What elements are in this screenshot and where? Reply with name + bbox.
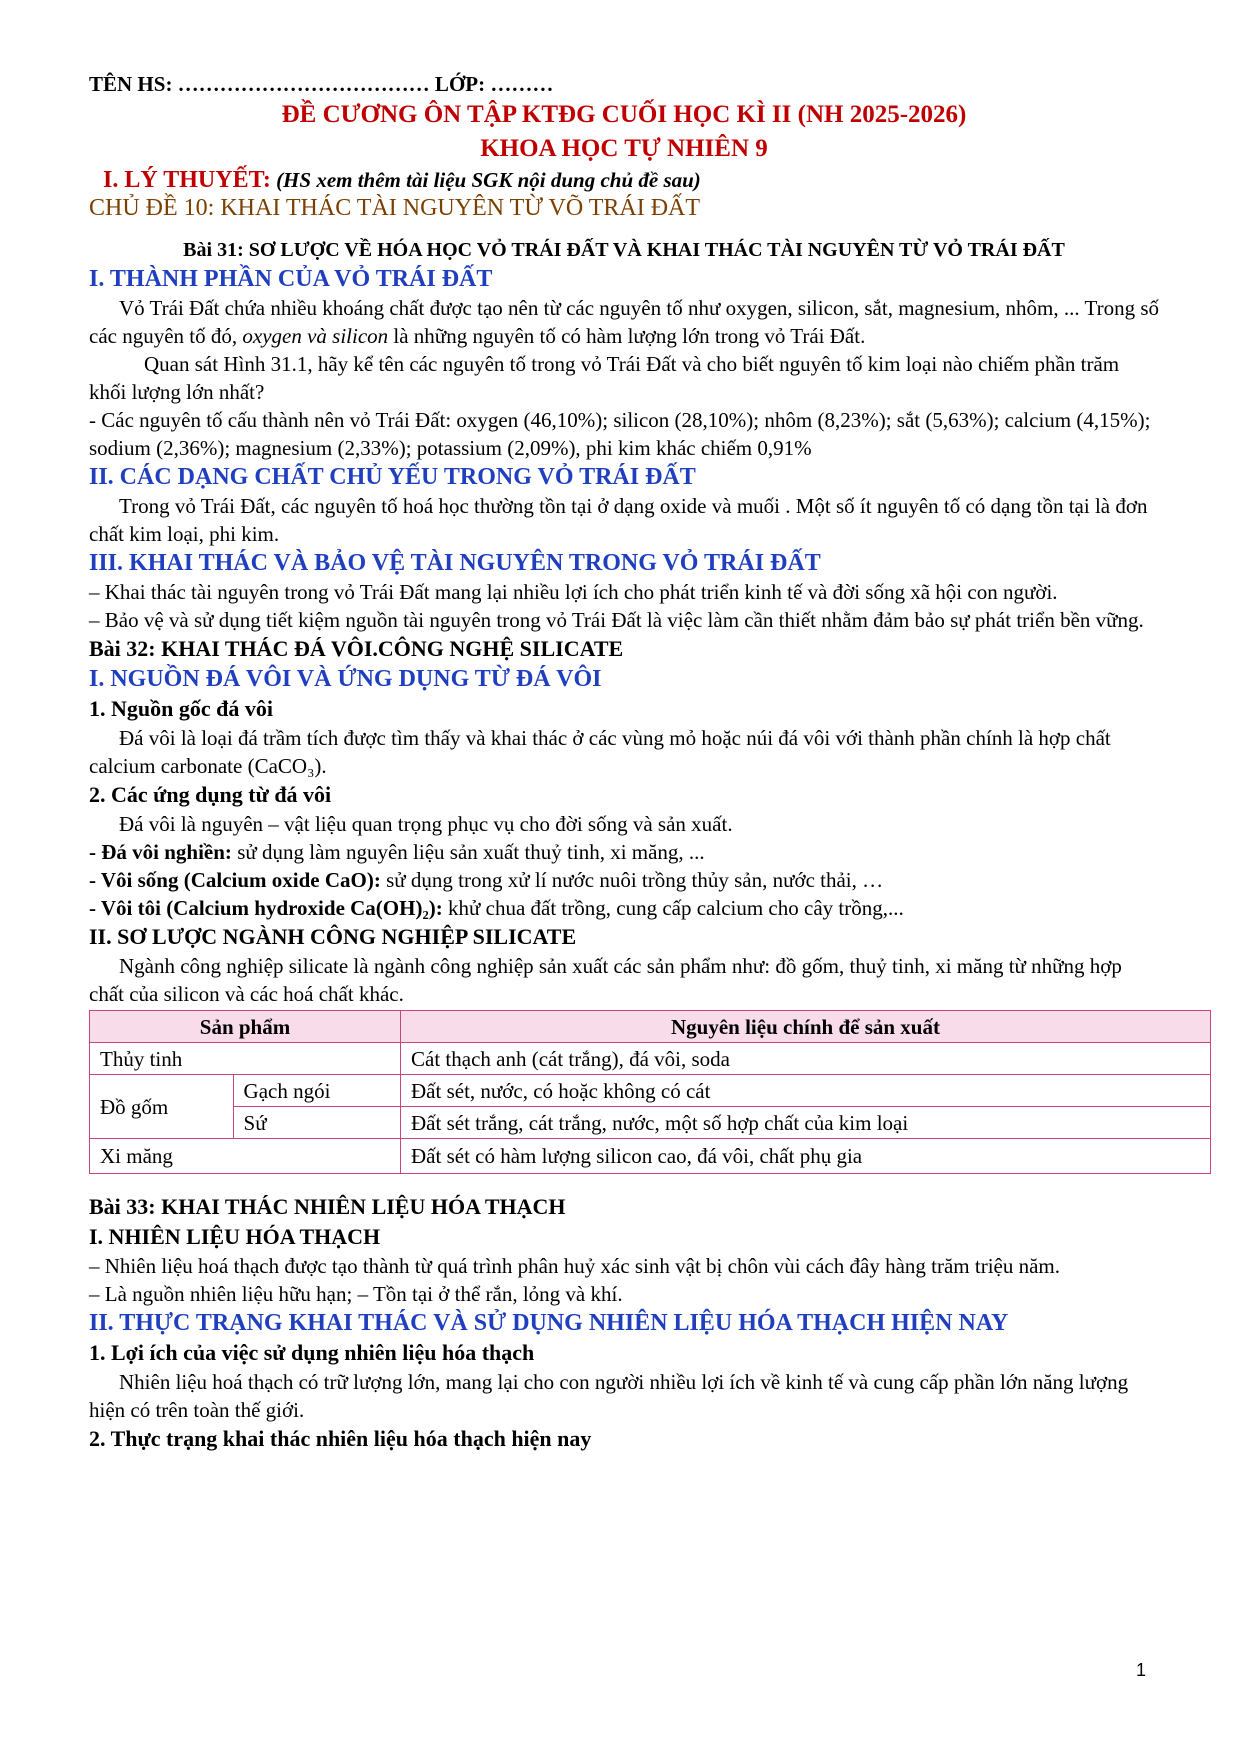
lesson-32-sub-2-paragraph: Đá vôi là nguyên – vật liệu quan trọng phục vụ cho đời sống và sản xuất. <box>119 812 733 836</box>
lesson-33-sub-1-title: 1. Lợi ích của việc sử dụng nhiên liệu hóa thạch <box>89 1340 535 1365</box>
table-header-product: Sản phẩm <box>90 1011 401 1043</box>
use-text: sử dụng làm nguyên liệu sản xuất thuỷ tinh, xi măng, ... <box>231 840 705 864</box>
lesson-32-section-2-title: II. SƠ LƯỢC NGÀNH CÔNG NGHIỆP SILICATE <box>89 924 577 949</box>
student-info-line: TÊN HS: ……………………………… LỚP: ……… <box>89 72 554 96</box>
paragraph-text: là những nguyên tố có hàm lượng lớn trong vỏ Trái Đất. <box>388 324 866 348</box>
lesson-33-section-1-title: I. NHIÊN LIỆU HÓA THẠCH <box>89 1224 381 1249</box>
lesson-32-sub-2-title: 2. Các ứng dụng từ đá vôi <box>89 782 332 807</box>
lesson-31-section-3-point-1: – Khai thác tài nguyên trong vỏ Trái Đất mang lại nhiều lợi ích cho phát triển kinh tế và đời sống xã hội con người. <box>89 580 1058 604</box>
lesson-33-section-1-point-1: – Nhiên liệu hoá thạch được tạo thành từ quá trình phân huỷ xác sinh vật bị chôn vùi cách đây hàng trăm triệu năm. <box>89 1254 1061 1278</box>
lesson-32-sub-1-paragraph: Đá vôi là loại đá trầm tích được tìm thấy và khai thác ở các vùng mỏ hoặc núi đá vôi với thành phần chính là hợp chất calcium carbonate (CaCO₃). <box>89 726 1111 778</box>
theory-label: I. LÝ THUYẾT: <box>103 167 271 193</box>
topic-heading: CHỦ ĐỀ 10: KHAI THÁC TÀI NGUYÊN TỪ VÕ TRÁI ĐẤT <box>89 195 701 221</box>
lesson-31-section-1-title: I. THÀNH PHẦN CỦA VỎ TRÁI ĐẤT <box>89 266 493 292</box>
use-text: khử chua đất trồng, cung cấp calcium cho cây trồng,... <box>442 896 904 920</box>
lesson-31-title: Bài 31: SƠ LƯỢC VỀ HÓA HỌC VỎ TRÁI ĐẤT VÀ KHAI THÁC TÀI NGUYÊN TỪ VỎ TRÁI ĐẤT <box>183 239 1065 261</box>
use-label: - Vôi sống (Calcium oxide CaO): <box>89 868 381 892</box>
table-header-materials: Nguyên liệu chính để sản xuất <box>401 1011 1211 1043</box>
limestone-use-3 <box>89 894 1159 922</box>
table-header-row <box>90 1011 1211 1043</box>
lesson-33-section-1-point-2: – Là nguồn nhiên liệu hữu hạn; – Tồn tại ở thể rắn, lỏng và khí. <box>89 1282 623 1306</box>
lesson-33-sub-1-paragraph: Nhiên liệu hoá thạch có trữ lượng lớn, mang lại cho con người nhiều lợi ích về kinh tế và cung cấp phần lớn năng lượng hiện có trên toàn thế giới. <box>89 1370 1129 1422</box>
table-cell: Đất sét trắng, cát trắng, nước, một số hợp chất của kim loại <box>401 1107 1211 1139</box>
table-cell: Đất sét có hàm lượng silicon cao, đá vôi, chất phụ gia <box>401 1139 1211 1174</box>
limestone-use-1 <box>89 838 1159 866</box>
document-content <box>89 70 1159 1454</box>
lesson-33-title: Bài 33: KHAI THÁC NHIÊN LIỆU HÓA THẠCH <box>89 1194 566 1219</box>
silicate-products-table <box>89 1010 1211 1174</box>
use-label: - Đá vôi nghiền: <box>89 840 232 864</box>
lesson-33-section-2-title: II. THỰC TRẠNG KHAI THÁC VÀ SỬ DỤNG NHIÊN LIỆU HÓA THẠCH HIỆN NAY <box>89 1310 1009 1336</box>
lesson-31-section-3-point-2: – Bảo vệ và sử dụng tiết kiệm nguồn tài nguyên trong vỏ Trái Đất là việc làm cần thiết nhằm đảm bảo sự phát triển bền vững. <box>89 608 1144 632</box>
theory-note: (HS xem thêm tài liệu SGK nội dung chủ đề sau) <box>276 168 701 192</box>
lesson-31-question: Quan sát Hình 31.1, hãy kể tên các nguyên tố trong vỏ Trái Đất và cho biết nguyên tố kim loại nào chiếm phần trăm khối lượng lớn nhất? <box>89 352 1120 404</box>
table-cell: Xi măng <box>90 1139 401 1174</box>
use-label: - Vôi tôi (Calcium hydroxide Ca(OH)₂): <box>89 896 443 920</box>
lesson-32-title: Bài 32: KHAI THÁC ĐÁ VÔI.CÔNG NGHỆ SILICATE <box>89 636 624 661</box>
lesson-31-section-2-paragraph: Trong vỏ Trái Đất, các nguyên tố hoá học thường tồn tại ở dạng oxide và muối . Một số ít nguyên tố có dạng tồn tại là đơn chất kim loại, phi kim. <box>89 494 1148 546</box>
table-row <box>90 1075 1211 1107</box>
lesson-32-section-2-paragraph: Ngành công nghiệp silicate là ngành công nghiệp sản xuất các sản phẩm như: đồ gốm, thuỷ tinh, xi măng từ những hợp chất của silicon và các hoá chất khác. <box>89 954 1122 1006</box>
table-cell: Đồ gốm <box>90 1075 234 1139</box>
table-row <box>90 1107 1211 1139</box>
lesson-33-sub-2-title: 2. Thực trạng khai thác nhiên liệu hóa thạch hiện nay <box>89 1426 592 1451</box>
lesson-32-sub-1-title: 1. Nguồn gốc đá vôi <box>89 696 273 721</box>
lesson-31-section-2-title: II. CÁC DẠNG CHẤT CHỦ YẾU TRONG VỎ TRÁI ĐẤT <box>89 464 696 490</box>
document-title: ĐỀ CƯƠNG ÔN TẬP KTĐG CUỐI HỌC KÌ II (NH 2025-2026) <box>281 101 967 128</box>
theory-heading <box>89 166 1159 194</box>
page-number: 1 <box>1136 1660 1147 1680</box>
paragraph-text: Vỏ Trái Đất chứa nhiều khoáng chất được tạo nên từ các nguyên tố như oxygen, silicon, sắt, magnesium, nhôm, ... Trong số các nguyên tố đó, <box>89 296 1159 348</box>
table-cell: Thủy tinh <box>90 1043 401 1075</box>
lesson-31-answer: - Các nguyên tố cấu thành nên vỏ Trái Đất: oxygen (46,10%); silicon (28,10%); nhôm (8,23%); sắt (5,63%); calcium (4,15%); sodium (2,36%); magnesium (2,33%); potassium (2,09%), phi kim khác chiếm 0,91% <box>89 408 1151 460</box>
table-row <box>90 1043 1211 1075</box>
lesson-31-section-1-paragraph <box>89 294 1159 350</box>
lesson-31-section-3-title: III. KHAI THÁC VÀ BẢO VỆ TÀI NGUYÊN TRONG VỎ TRÁI ĐẤT <box>89 550 821 576</box>
table-cell: Đất sét, nước, có hoặc không có cát <box>401 1075 1211 1107</box>
table-cell: Gạch ngói <box>233 1075 400 1107</box>
subject-title: KHOA HỌC TỰ NHIÊN 9 <box>480 135 768 162</box>
table-row <box>90 1139 1211 1174</box>
emphasis-text: oxygen và silicon <box>242 324 389 348</box>
table-cell: Sứ <box>233 1107 400 1139</box>
limestone-use-2 <box>89 866 1159 894</box>
table-cell: Cát thạch anh (cát trắng), đá vôi, soda <box>401 1043 1211 1075</box>
lesson-32-section-1-title: I. NGUỒN ĐÁ VÔI VÀ ỨNG DỤNG TỪ ĐÁ VÔI <box>89 666 602 692</box>
spacer <box>89 1174 1159 1192</box>
use-text: sử dụng trong xử lí nước nuôi trồng thủy sản, nước thải, … <box>380 868 884 892</box>
